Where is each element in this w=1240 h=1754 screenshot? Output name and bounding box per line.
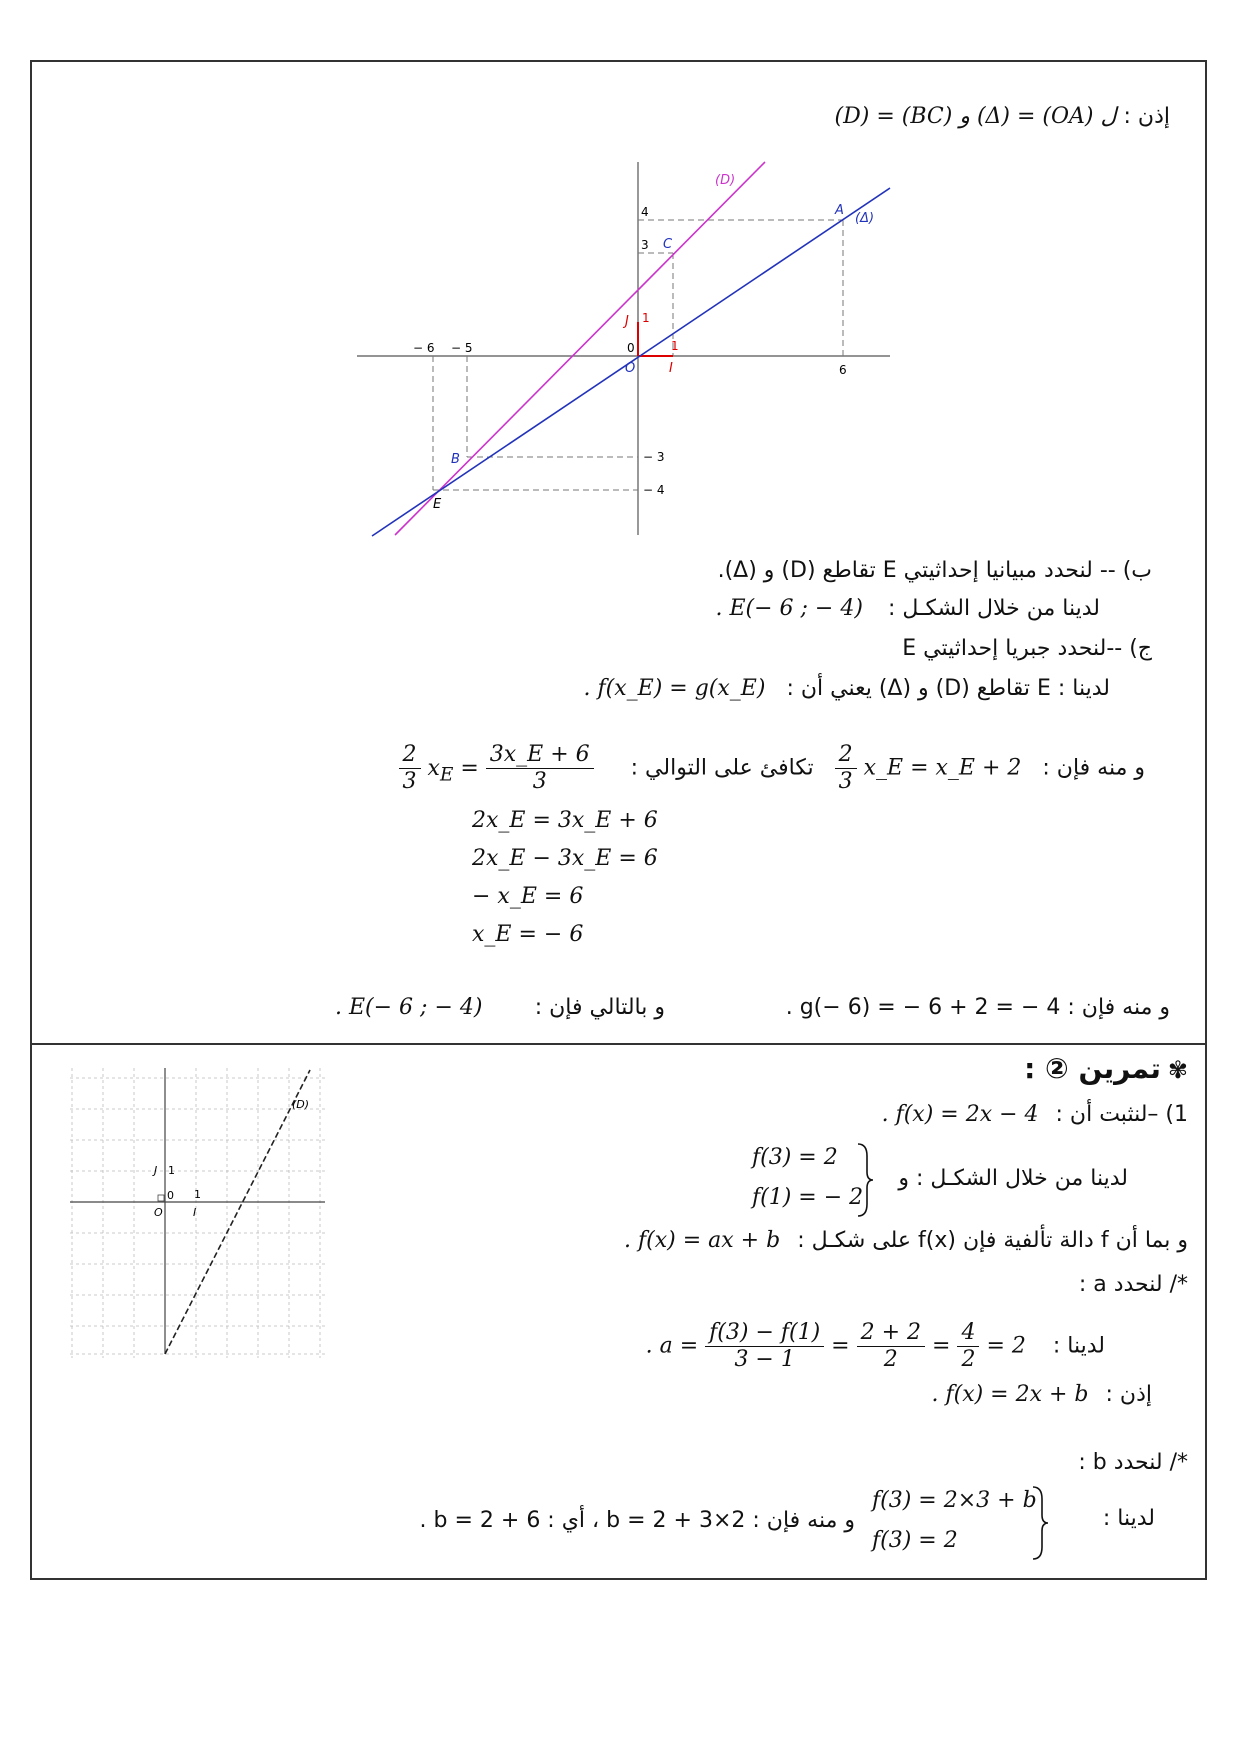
graph-1 xyxy=(355,160,895,540)
tick-y-neg3: − 3 xyxy=(643,450,665,464)
label-one-y-2: 1 xyxy=(168,1164,175,1177)
f3-eq: f(3) = 2 xyxy=(752,1145,838,1170)
intro-line xyxy=(835,104,1170,130)
affine-text: و بما أن f دالة تألفية فإن f(x) على شكـل : xyxy=(797,1228,1188,1253)
frac-2-3 xyxy=(835,742,857,795)
step-1: 2x_E = 3x_E + 6 xyxy=(472,808,658,833)
brace-right-1 xyxy=(855,1142,875,1218)
zero-label: 0 xyxy=(627,341,635,355)
c-have-text: لدينا : E تقاطع (D) و (Δ) يعني أن : xyxy=(786,676,1110,701)
have-fig: لدينا من خلال الشكـل : و xyxy=(898,1166,1128,1191)
a-line xyxy=(646,1320,1105,1373)
exercise-title-text: تمرين ② : xyxy=(1024,1052,1161,1085)
a-result: = 2 xyxy=(986,1333,1026,1359)
tick-y-4: 4 xyxy=(641,205,649,219)
c-eq-second: $\frac{2}{3}$ $x_E$ = $\frac{3x\_E + 6}{3}$ xyxy=(399,742,594,795)
frac-num: 2 xyxy=(399,742,421,769)
so-line xyxy=(931,1382,1152,1408)
tick-x-neg6: − 6 xyxy=(413,341,435,355)
c-eq-equiv: تكافئ على التوالي : xyxy=(630,755,814,781)
tick-y-neg4: − 4 xyxy=(643,483,665,497)
intro-word: إذن xyxy=(1137,104,1170,129)
step-4: x_E = − 6 xyxy=(472,922,584,947)
affine-line xyxy=(624,1228,1188,1254)
point-B: B xyxy=(451,452,460,467)
c-have-math: . f(x_E) = g(x_E) xyxy=(583,676,766,701)
final-left: و منه فإن : g(− 6) = − 6 + 2 = − 4 . xyxy=(785,995,1170,1020)
label-zero-2: 0 xyxy=(167,1189,174,1202)
c-eq-left: و منه فإن : xyxy=(1042,755,1145,781)
point-C: C xyxy=(663,237,673,252)
point-J: J xyxy=(625,314,629,329)
label-I-2: I xyxy=(193,1206,197,1219)
label-O-2: O xyxy=(154,1206,163,1219)
a-prefix: . a = xyxy=(645,1333,699,1359)
c-eq-mid: x_E = x_E + 2 xyxy=(863,755,1022,781)
intro-math: (D) = (BC) و (Δ) = (OA) ل xyxy=(834,104,1117,129)
c-have-line xyxy=(584,676,1110,702)
point-O: O xyxy=(625,361,636,376)
final-mid: و بالتالي فإن : xyxy=(534,995,665,1020)
frac-den: 3 xyxy=(532,769,547,794)
so-math: . f(x) = 2x + b xyxy=(931,1382,1089,1407)
b-then: و منه فإن : 2×3 + b = 2 ، أي : 6 + b = 2 . xyxy=(419,1508,855,1533)
b-result-text: لدينا من خلال الشكـل xyxy=(902,596,1100,621)
label-D-2: (D) xyxy=(292,1098,310,1111)
so-text: إذن : xyxy=(1105,1382,1152,1407)
a-den3: 2 xyxy=(961,1347,976,1372)
flower-icon: ✾ xyxy=(1167,1056,1188,1084)
grid xyxy=(70,1068,325,1358)
unit-y-label: 1 xyxy=(642,311,650,325)
b-result-line: لدينا من خلال الشكـل : . E(− 6 ; − 4) xyxy=(715,596,1100,621)
affine-math: . f(x) = ax + b xyxy=(624,1228,781,1253)
tick-x-6: 6 xyxy=(839,363,847,377)
origin-mark xyxy=(158,1195,164,1201)
find-b: */ لنحدد b : xyxy=(1078,1450,1188,1475)
point-E: E xyxy=(433,497,442,512)
step-3: − x_E = 6 xyxy=(472,884,584,909)
a-num2: 2 + 2 xyxy=(857,1320,925,1347)
c-eq-line xyxy=(399,742,1145,795)
q1-text: 1) –لنثبت أن : xyxy=(1055,1102,1188,1127)
label-D: (D) xyxy=(715,173,736,188)
c-eq-first xyxy=(835,742,1022,795)
frac-2-3-b xyxy=(399,742,421,795)
final-math: . E(− 6 ; − 4) xyxy=(335,995,483,1020)
c-line: ج) --لنحدد جبريا إحداثيتي E xyxy=(902,636,1152,661)
section-divider xyxy=(30,1043,1207,1045)
a-expression: . a = $\frac{f(3) - f(1)}{3 - 1}$ = $\frac{2 + 2}{2}$ = $\frac{4}{2}$ = 2 xyxy=(645,1320,1026,1372)
q1-line xyxy=(882,1102,1188,1128)
tick-x-neg5: − 5 xyxy=(451,341,473,355)
find-a: */ لنحدد a : xyxy=(1078,1272,1188,1297)
label-Delta: (Δ) xyxy=(855,211,875,226)
frac-3xE6 xyxy=(486,742,594,795)
frac-num: 2 xyxy=(835,742,857,769)
label-J-2: J xyxy=(154,1164,158,1177)
point-A: A xyxy=(835,203,844,218)
frac-num: 3x_E + 6 xyxy=(486,742,594,769)
a-num: f(3) − f(1) xyxy=(705,1320,824,1347)
f1-eq: f(1) = − 2 xyxy=(752,1185,864,1210)
q1-math: . f(x) = 2x − 4 xyxy=(881,1102,1039,1127)
frac-den: 3 xyxy=(838,769,853,794)
b-have: لدينا : xyxy=(1102,1506,1155,1531)
line-D-2 xyxy=(165,1070,310,1354)
b-sys-1: f(3) = 2×3 + b xyxy=(872,1488,1037,1513)
b-result-math: . E(− 6 ; − 4) xyxy=(715,596,863,621)
point-I: I xyxy=(669,361,673,376)
graph-2 xyxy=(70,1068,325,1358)
intro-sep: : xyxy=(1123,104,1131,129)
a-den2: 2 xyxy=(883,1347,898,1372)
a-num3: 4 xyxy=(957,1320,979,1347)
frac-den: 3 xyxy=(402,769,417,794)
b-sys-2: f(3) = 2 xyxy=(872,1528,958,1553)
step-2: 2x_E − 3x_E = 6 xyxy=(472,846,658,871)
exercise-title xyxy=(1024,1052,1188,1085)
b-line: ب) -- لنحدد مبيانيا إحداثيتي E تقاطع (D) و (Δ). xyxy=(717,558,1152,583)
tick-y-3: 3 xyxy=(641,238,649,252)
unit-x-label: 1 xyxy=(671,339,679,353)
label-one-x-2: 1 xyxy=(194,1188,201,1201)
a-den: 3 − 1 xyxy=(734,1347,795,1372)
a-have: لدينا : xyxy=(1052,1333,1105,1359)
